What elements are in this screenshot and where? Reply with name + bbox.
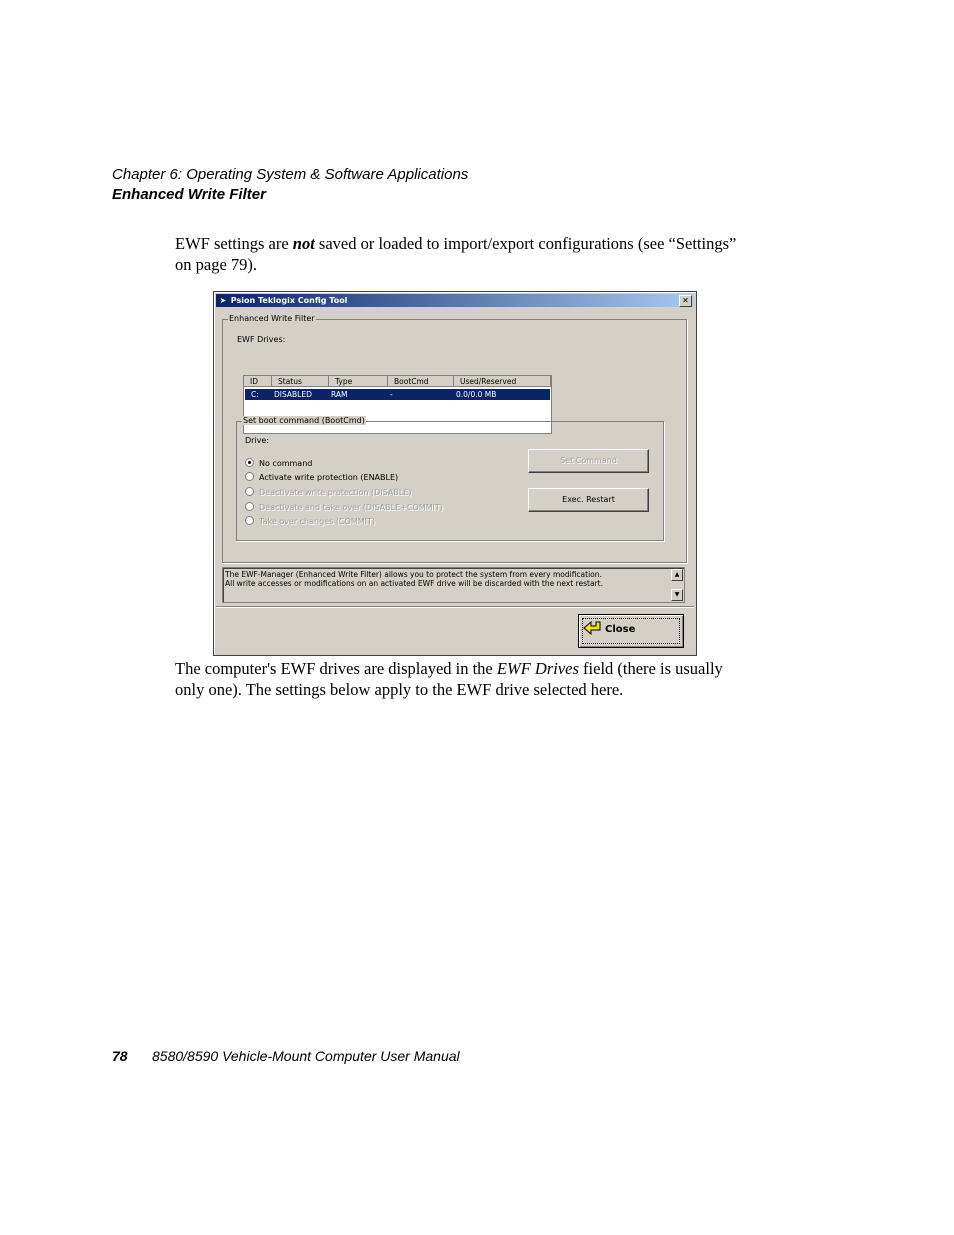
para1-post: saved or loaded to import/export configurations (see “Settings” on page 79). xyxy=(175,234,737,274)
radio-deactivate-commit xyxy=(245,502,443,512)
group-main-label: Enhanced Write Filter xyxy=(229,314,315,323)
drive-label: Drive: xyxy=(245,436,270,445)
page-footer xyxy=(112,1048,460,1064)
info-line-1: The EWF-Manager (Enhanced Write Filter) allows you to protect the system from every modification. xyxy=(225,570,602,579)
radio-no-command[interactable] xyxy=(245,458,312,468)
table-row[interactable] xyxy=(245,389,550,400)
close-icon[interactable]: ✕ xyxy=(679,295,692,307)
boot-command-group xyxy=(236,416,664,541)
cell-id: C: xyxy=(251,390,259,399)
set-command-button[interactable]: Set Command xyxy=(528,449,649,473)
para2-post: field (there is usually only one). The settings below apply to the EWF drive selected here. xyxy=(175,659,723,699)
radio-icon xyxy=(245,487,254,496)
chapter-header: Chapter 6: Operating System & Software Applications xyxy=(112,166,469,183)
separator xyxy=(216,606,694,608)
exec-restart-button[interactable]: Exec. Restart xyxy=(528,488,649,512)
title-bar[interactable] xyxy=(216,294,694,307)
radio-label: Take over changes (COMMIT) xyxy=(259,517,375,526)
col-bootcmd[interactable]: BootCmd xyxy=(388,376,454,387)
para1-emph: not xyxy=(292,234,315,253)
radio-icon xyxy=(245,502,254,511)
enhanced-write-filter-group xyxy=(222,314,687,563)
para2-emph: EWF Drives xyxy=(496,659,579,678)
radio-checked-icon xyxy=(245,458,254,467)
close-button[interactable] xyxy=(578,614,684,648)
radio-icon xyxy=(245,516,254,525)
app-icon: ➤ xyxy=(219,296,227,305)
radio-commit xyxy=(245,516,375,526)
radio-label: Deactivate and take over (DISABLE+COMMIT) xyxy=(259,503,443,512)
drives-paragraph xyxy=(175,658,745,700)
page-number: 78 xyxy=(112,1048,128,1064)
arrow-icon xyxy=(583,621,603,639)
col-id[interactable]: ID xyxy=(244,376,272,387)
section-header: Enhanced Write Filter xyxy=(112,186,266,203)
cell-status: DISABLED xyxy=(274,390,312,399)
intro-paragraph xyxy=(175,233,745,275)
col-used-reserved[interactable]: Used/Reserved xyxy=(454,376,551,387)
scroll-down-icon[interactable]: ▼ xyxy=(671,589,683,601)
ewf-drives-label: EWF Drives: xyxy=(237,335,286,344)
info-line-2: All write accesses or modifications on an activated EWF drive will be discarded with the next restart. xyxy=(225,579,603,588)
manual-title: 8580/8590 Vehicle-Mount Computer User Manual xyxy=(152,1048,460,1064)
radio-activate[interactable] xyxy=(245,472,398,482)
para1-pre: EWF settings are xyxy=(175,234,293,253)
window-title: Psion Teklogix Config Tool xyxy=(230,296,348,305)
group-boot-label: Set boot command (BootCmd) xyxy=(243,416,365,425)
cell-used: 0.0/0.0 MB xyxy=(456,390,497,399)
cell-bootcmd: - xyxy=(390,390,393,399)
scroll-up-icon[interactable]: ▲ xyxy=(671,569,683,581)
config-tool-window xyxy=(213,291,697,656)
radio-icon xyxy=(245,472,254,481)
radio-deactivate xyxy=(245,487,412,497)
col-status[interactable]: Status xyxy=(272,376,329,387)
close-label: Close xyxy=(605,624,636,635)
col-type[interactable]: Type xyxy=(329,376,388,387)
radio-label: Deactivate write protection (DISABLE) xyxy=(259,488,412,497)
cell-type: RAM xyxy=(331,390,348,399)
radio-label: Activate write protection (ENABLE) xyxy=(259,473,399,482)
radio-label: No command xyxy=(259,459,313,468)
info-text-area[interactable] xyxy=(222,567,685,603)
para2-pre: The computer's EWF drives are displayed in the xyxy=(175,659,497,678)
